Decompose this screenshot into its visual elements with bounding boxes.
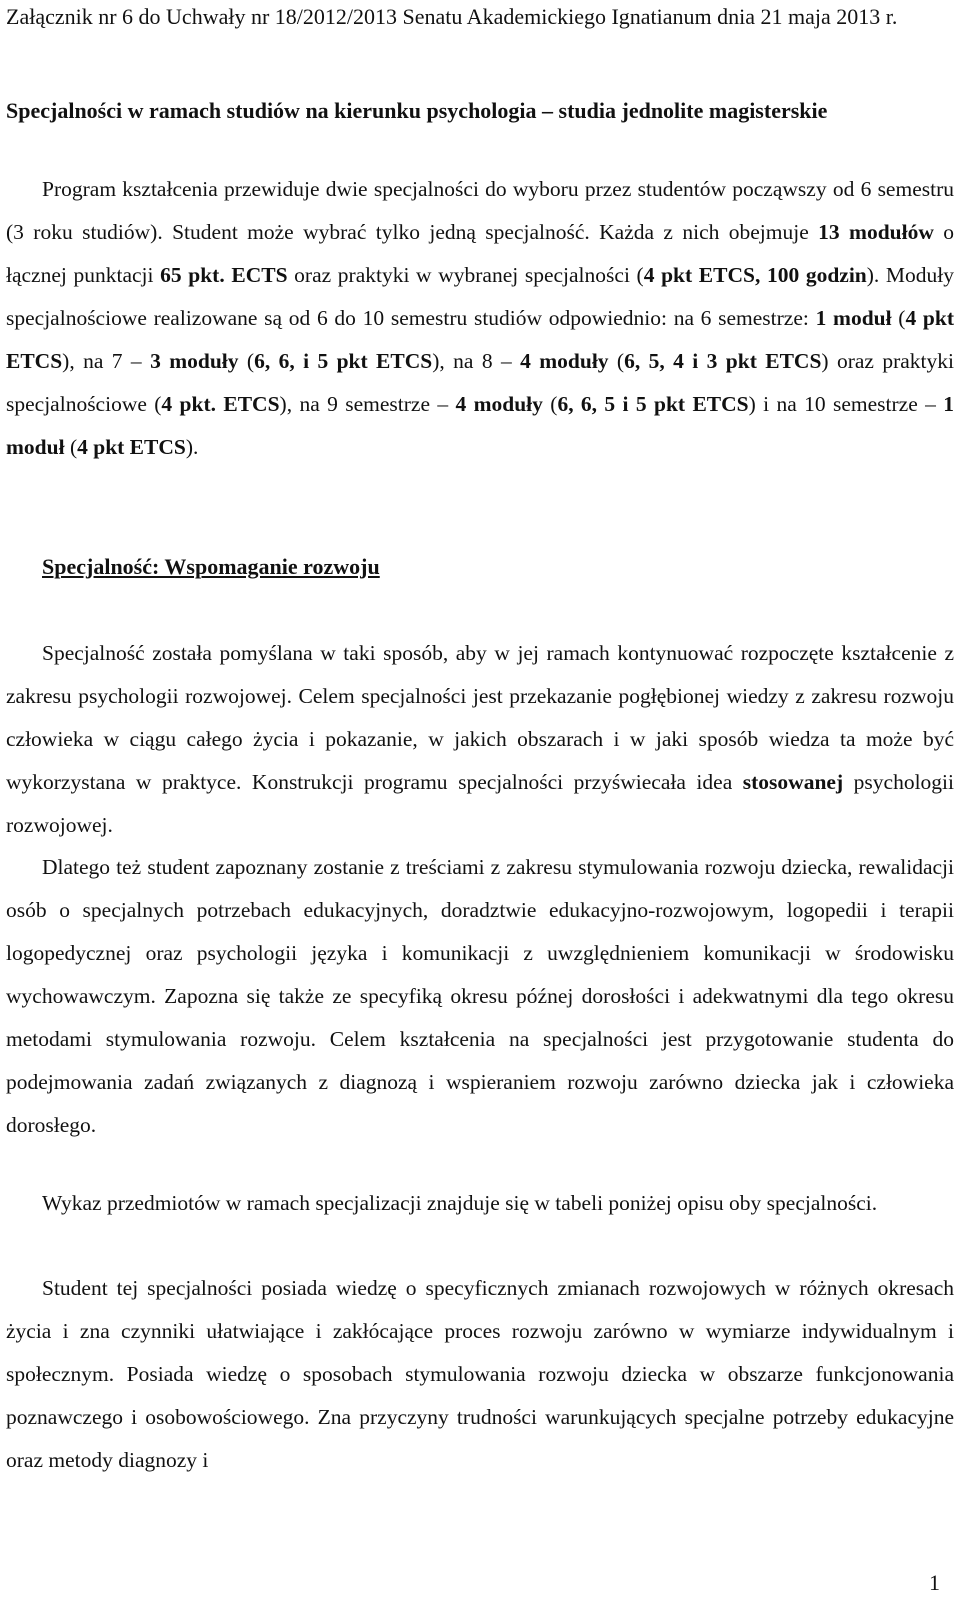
intro-text: (	[238, 349, 255, 373]
intro-text: (	[608, 349, 625, 373]
intro-text: ), na 9 semestrze –	[279, 392, 456, 416]
intro-bold: 4 moduły	[520, 349, 609, 373]
intro-bold: 6, 6, 5 i 5 pkt ETCS	[557, 392, 749, 416]
intro-text: ).	[185, 435, 199, 459]
intro-bold: 4 pkt ETCS, 100 godzin	[643, 263, 867, 287]
section-paragraph-outcomes: Student tej specjalności posiada wiedzę o specyficznych zmianach rozwojowych w różnych okresach życia i zna czynniki ułatwiające i zakłócające proces rozwoju zarówno w wymiarze indywidualnym i społecznym. Posiada wiedzę o sposobach stymulowania rozwoju dziecka w obszarze funkcjonowania poznawczego i osobowościowego. Zna przyczyny trudności warunkujących specjalne potrzeby edukacyjne oraz metody diagnozy i	[6, 1276, 954, 1472]
intro-bold: 4 pkt ETCS	[6, 306, 954, 373]
intro-bold: 3 moduły	[150, 349, 239, 373]
main-title: Specjalności w ramach studiów na kierunku psychologia – studia jednolite magisterskie	[6, 98, 828, 123]
intro-paragraph	[6, 168, 954, 469]
intro-text: ), na 8 –	[432, 349, 521, 373]
intro-bold: 4 moduły	[455, 392, 543, 416]
intro-bold: ECTS	[231, 263, 288, 287]
intro-text: Program kształcenia przewiduje dwie specjalności do wyboru przez studentów począwszy od 6 semestru (3 roku studiów). Student może wybrać tylko jedną specjalność. Każda z nich obejmuje	[6, 177, 954, 244]
intro-text: ), na 7 –	[62, 349, 151, 373]
intro-bold: 4 pkt ETCS	[77, 435, 186, 459]
section-paragraph-purpose	[6, 632, 954, 847]
paragraph-text: psychologii rozwojowej.	[6, 770, 954, 837]
intro-bold: 65 pkt.	[160, 263, 225, 287]
paragraph-bold: stosowanej	[742, 770, 844, 794]
section-paragraph-subjects: Wykaz przedmiotów w ramach specjalizacji znajduje się w tabeli poniżej opisu oby specjalności.	[42, 1191, 878, 1215]
intro-text: (	[891, 306, 906, 330]
page-number: 1	[929, 1570, 940, 1595]
paragraph-text: Specjalność została pomyślana w taki sposób, aby w jej ramach kontynuować rozpoczęte kształcenie z zakresu psychologii rozwojowej. Celem specjalności jest przekazanie pogłębionej wiedzy z zakresu rozwoju człowieka w ciągu całego życia i pokazanie, w jakich obszarach i w jaki sposób wiedza ta może być wykorzystana w praktyce. Konstrukcji programu specjalności przyświecała idea	[6, 641, 954, 794]
intro-text: (	[542, 392, 558, 416]
intro-text: ). Moduły specjalnościowe realizowane są od 6 do 10 semestru studiów odpowiednio: na 6 semestrze:	[6, 263, 955, 330]
intro-text: o łącznej punktacji	[6, 220, 955, 287]
section-title: Specjalność: Wspomaganie rozwoju	[42, 554, 380, 579]
intro-text: oraz praktyki w wybranej specjalności (	[287, 263, 644, 287]
intro-bold: 6, 6, i 5 pkt ETCS	[254, 349, 433, 373]
section-paragraph-content: Dlatego też student zapoznany zostanie z treściami z zakresu stymulowania rozwoju dziecka, rewalidacji osób o specjalnych potrzebach edukacyjnych, doradztwie edukacyjno-rozwojowym, logopedii i terapii logopedycznej oraz psychologii języka i komunikacji z uwzględnieniem komunikacji w środowisku wychowawczym. Zapozna się także ze specyfiką okresu późnej dorosłości i adekwatnymi dla tego okresu metodami stymulowania rozwoju. Celem kształcenia na specjalności jest przygotowanie studenta do podejmowania zadań związanych z diagnozą i wspieraniem rozwoju zarówno dziecka jak i człowieka dorosłego.	[6, 855, 954, 1137]
attachment-header: Załącznik nr 6 do Uchwały nr 18/2012/2013 Senatu Akademickiego Ignatianum dnia 21 maja 2013 r.	[6, 4, 898, 29]
intro-bold: 4 pkt.	[161, 392, 216, 416]
intro-bold: 13 modułów	[818, 220, 934, 244]
intro-text: ) oraz praktyki specjalnościowe (	[6, 349, 954, 416]
intro-bold: 1 moduł	[6, 392, 954, 459]
intro-text: ) i na 10 semestrze –	[748, 392, 944, 416]
intro-bold: 1 moduł	[815, 306, 892, 330]
intro-text: (	[64, 435, 78, 459]
intro-bold: 6, 5, 4 i 3 pkt ETCS	[624, 349, 822, 373]
intro-bold: ETCS	[223, 392, 280, 416]
